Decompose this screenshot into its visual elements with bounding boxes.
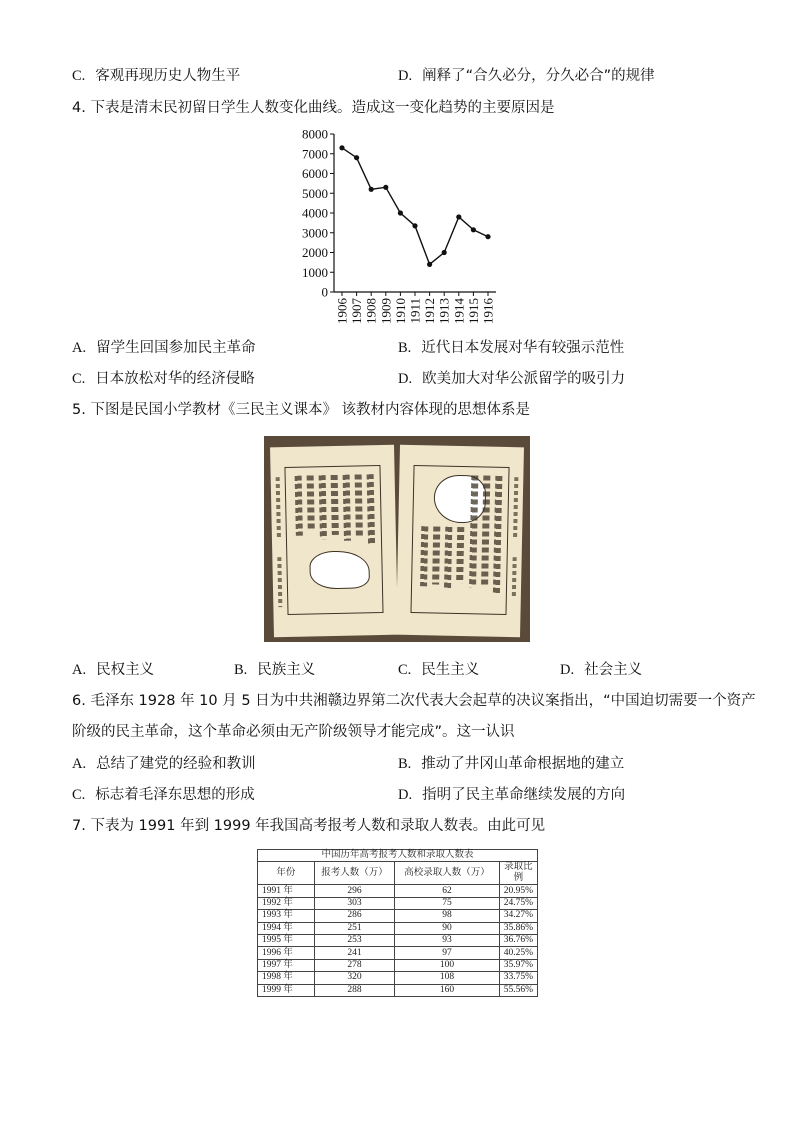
table-header-admitted: 高校录取人数（万） — [395, 862, 499, 885]
textbook-photo — [264, 436, 530, 642]
table-row — [258, 922, 538, 934]
q3-option-c: C. 客观再现历史人物生平 — [72, 68, 241, 84]
x-tick-label: 1913 — [436, 298, 452, 324]
table-cell-year: 1998 年 — [258, 972, 315, 984]
x-tick-label: 1908 — [363, 298, 379, 324]
q4-option-b: B. 近代日本发展对华有较强示范性 — [398, 340, 625, 356]
q7-stem: 7. 下表为 1991 年到 1999 年我国高考报考人数和录取人数表。由此可见 — [72, 818, 546, 834]
y-tick-label: 1000 — [302, 264, 328, 280]
table-cell-applicants: 288 — [314, 984, 395, 996]
y-tick-label: 4000 — [302, 205, 328, 221]
table-title-row — [258, 850, 538, 862]
series-line — [342, 148, 488, 265]
table-cell-year: 1994 年 — [258, 922, 315, 934]
q5-option-b: B. 民族主义 — [234, 662, 316, 678]
data-point — [442, 250, 447, 255]
table-header-ratio: 录取比例 — [499, 862, 537, 885]
table-cell-applicants: 253 — [314, 934, 395, 946]
table-cell-admitted: 108 — [395, 972, 499, 984]
q4-option-a: A. 留学生回国参加民主革命 — [72, 340, 256, 356]
data-point — [398, 210, 403, 215]
table-cell-admitted: 100 — [395, 959, 499, 971]
table-cell-year: 1995 年 — [258, 934, 315, 946]
data-point — [339, 145, 344, 150]
x-tick-label: 1909 — [378, 298, 394, 324]
table-row — [258, 959, 538, 971]
y-tick-label: 0 — [321, 284, 328, 300]
y-tick-label: 2000 — [302, 245, 328, 260]
table-cell-year: 1993 年 — [258, 910, 315, 922]
y-tick-label: 5000 — [302, 185, 328, 201]
table-cell-applicants: 303 — [314, 897, 395, 909]
q6-option-d: D. 指明了民主革命继续发展的方向 — [398, 787, 626, 803]
q6-option-a: A. 总结了建党的经验和教训 — [72, 756, 256, 772]
data-point — [369, 187, 374, 192]
table-cell-applicants: 320 — [314, 972, 395, 984]
y-tick-label: 3000 — [302, 225, 328, 241]
study-abroad-line-chart — [290, 124, 510, 336]
q5-stem: 5. 下图是民国小学教材《三民主义课本》 该教材内容体现的思想体系是 — [72, 402, 531, 418]
table-cell-applicants: 286 — [314, 910, 395, 922]
q6-option-b: B. 推动了井冈山革命根据地的建立 — [398, 756, 625, 772]
q5-option-a: A. 民权主义 — [72, 662, 155, 678]
table-header-applicants: 报考人数（万） — [314, 862, 395, 885]
y-tick-label: 8000 — [302, 126, 328, 142]
table-row — [258, 934, 538, 946]
table-cell-ratio: 34.27% — [499, 910, 537, 922]
q6-option-c: C. 标志着毛泽东思想的形成 — [72, 787, 255, 803]
data-point — [383, 185, 388, 190]
table-cell-ratio: 35.97% — [499, 959, 537, 971]
table-cell-year: 1997 年 — [258, 959, 315, 971]
x-tick-label: 1910 — [392, 298, 408, 324]
y-tick-label: 6000 — [302, 166, 328, 181]
y-tick-label: 7000 — [302, 146, 328, 162]
textbook-right-page — [396, 445, 524, 638]
q5-option-d: D. 社会主义 — [560, 662, 643, 678]
table-cell-ratio: 40.25% — [499, 947, 537, 959]
exam-admission-table — [257, 849, 538, 997]
table-cell-admitted: 75 — [395, 897, 499, 909]
table-row — [258, 897, 538, 909]
data-point — [485, 234, 490, 239]
table-header-year: 年份 — [258, 862, 315, 885]
table-cell-admitted: 98 — [395, 910, 499, 922]
line-chart-svg — [290, 124, 510, 336]
table-row — [258, 972, 538, 984]
x-tick-label: 1907 — [349, 298, 365, 324]
china-map-left — [309, 550, 370, 589]
table-cell-ratio: 24.75% — [499, 897, 537, 909]
x-tick-label: 1915 — [465, 298, 481, 324]
q6-stem-line2: 阶级的民主革命，这个革命必须由无产阶级领导才能完成”。这一认识 — [72, 724, 515, 740]
table-cell-applicants: 241 — [314, 947, 395, 959]
china-map-right — [433, 474, 486, 523]
table-cell-admitted: 90 — [395, 922, 499, 934]
table-cell-year: 1999 年 — [258, 984, 315, 996]
table-header-row — [258, 862, 538, 885]
q4-option-c: C. 日本放松对华的经济侵略 — [72, 371, 255, 387]
x-tick-label: 1911 — [407, 298, 423, 324]
table-cell-applicants: 278 — [314, 959, 395, 971]
textbook-left-page — [270, 445, 398, 638]
x-tick-label: 1916 — [480, 298, 496, 324]
q5-option-c: C. 民生主义 — [398, 662, 480, 678]
table-cell-admitted: 93 — [395, 934, 499, 946]
x-tick-label: 1914 — [451, 298, 467, 324]
table-row — [258, 885, 538, 897]
q3-option-d: D. 阐释了“合久必分，分久必合”的规律 — [398, 68, 655, 84]
data-point — [427, 262, 432, 267]
table-cell-admitted: 62 — [395, 885, 499, 897]
table-row — [258, 984, 538, 996]
x-tick-label: 1906 — [334, 298, 350, 324]
table-cell-ratio: 36.76% — [499, 934, 537, 946]
table-row — [258, 910, 538, 922]
table-cell-year: 1996 年 — [258, 947, 315, 959]
table-cell-year: 1991 年 — [258, 885, 315, 897]
table-cell-ratio: 55.56% — [499, 984, 537, 996]
q4-option-d: D. 欧美加大对华公派留学的吸引力 — [398, 371, 626, 387]
q6-stem-line1: 6. 毛泽东 1928 年 10 月 5 日为中共湘赣边界第二次代表大会起草的决议案指出，“中国迫切需要一个资产 — [72, 693, 756, 709]
table-cell-applicants: 296 — [314, 885, 395, 897]
data-point — [471, 227, 476, 232]
table-cell-admitted: 97 — [395, 947, 499, 959]
table-cell-year: 1992 年 — [258, 897, 315, 909]
table-row — [258, 947, 538, 959]
data-point — [412, 223, 417, 228]
q4-stem: 4. 下表是清末民初留日学生人数变化曲线。造成这一变化趋势的主要原因是 — [72, 100, 555, 116]
table-title: 中国历年高考报考人数和录取人数表 — [258, 850, 538, 862]
table-cell-ratio: 35.86% — [499, 922, 537, 934]
table-cell-ratio: 33.75% — [499, 972, 537, 984]
table-cell-applicants: 251 — [314, 922, 395, 934]
table-cell-admitted: 160 — [395, 984, 499, 996]
data-point — [456, 214, 461, 219]
data-point — [354, 155, 359, 160]
x-tick-label: 1912 — [422, 298, 438, 324]
table-cell-ratio: 20.95% — [499, 885, 537, 897]
